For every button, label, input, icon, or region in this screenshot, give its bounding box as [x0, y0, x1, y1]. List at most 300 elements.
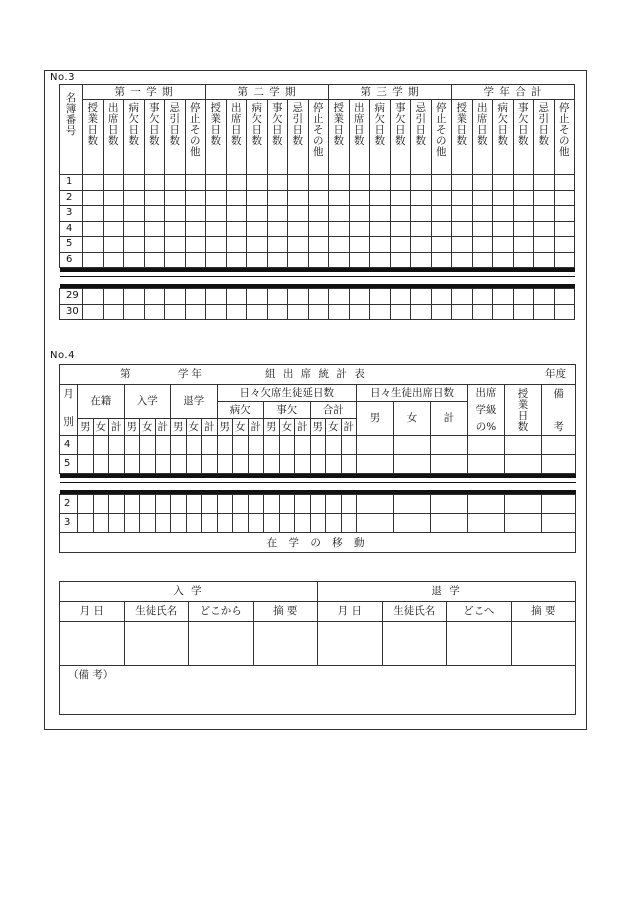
data-cell[interactable] [468, 495, 505, 514]
data-cell[interactable] [493, 289, 514, 305]
data-cell[interactable] [534, 237, 555, 253]
data-cell[interactable] [452, 252, 473, 268]
data-cell[interactable] [217, 495, 233, 514]
data-cell[interactable] [349, 252, 370, 268]
data-cell[interactable] [468, 436, 505, 455]
data-cell[interactable] [341, 514, 357, 533]
data-cell[interactable] [370, 304, 391, 320]
data-cell[interactable] [452, 175, 473, 191]
data-cell[interactable] [394, 514, 431, 533]
data-cell[interactable] [505, 436, 542, 455]
data-cell[interactable] [267, 237, 288, 253]
data-cell[interactable] [431, 206, 452, 222]
data-cell[interactable] [554, 289, 575, 305]
data-cell[interactable] [248, 514, 264, 533]
data-cell[interactable] [493, 304, 514, 320]
data-cell[interactable] [308, 221, 329, 237]
data-cell[interactable] [124, 455, 140, 474]
data-cell[interactable] [144, 221, 165, 237]
data-cell[interactable] [165, 175, 186, 191]
data-cell[interactable] [431, 221, 452, 237]
data-cell[interactable] [124, 495, 140, 514]
data-cell[interactable] [431, 175, 452, 191]
data-cell[interactable] [247, 289, 268, 305]
data-cell[interactable] [83, 237, 104, 253]
data-cell[interactable] [233, 455, 249, 474]
data-cell[interactable] [267, 206, 288, 222]
data-cell[interactable] [468, 455, 505, 474]
data-cell[interactable] [226, 252, 247, 268]
data-cell[interactable] [534, 252, 555, 268]
data-cell[interactable] [310, 514, 326, 533]
data-cell[interactable] [288, 175, 309, 191]
data-cell[interactable] [390, 206, 411, 222]
data-cell[interactable] [103, 252, 124, 268]
data-cell[interactable] [554, 252, 575, 268]
data-cell[interactable] [103, 221, 124, 237]
data-cell[interactable] [206, 175, 227, 191]
data-cell[interactable] [329, 221, 350, 237]
data-cell[interactable] [206, 289, 227, 305]
data-cell[interactable] [83, 304, 104, 320]
data-cell[interactable] [349, 289, 370, 305]
data-cell[interactable] [206, 221, 227, 237]
remarks-box[interactable] [60, 666, 576, 715]
data-cell[interactable] [109, 495, 125, 514]
subcol-header [288, 100, 309, 175]
data-cell[interactable] [370, 206, 391, 222]
data-cell[interactable] [308, 237, 329, 253]
data-cell[interactable] [295, 514, 311, 533]
data-cell[interactable] [103, 289, 124, 305]
data-cell[interactable] [226, 206, 247, 222]
data-cell[interactable] [431, 514, 468, 533]
data-cell[interactable] [144, 304, 165, 320]
data-cell[interactable] [124, 289, 145, 305]
data-cell[interactable] [357, 436, 394, 455]
data-cell[interactable] [534, 221, 555, 237]
data-cell[interactable] [542, 436, 576, 455]
data-cell[interactable] [513, 175, 534, 191]
data-cell[interactable] [411, 252, 432, 268]
data-cell[interactable] [554, 221, 575, 237]
data-cell[interactable] [83, 190, 104, 206]
data-cell[interactable] [390, 221, 411, 237]
data-cell[interactable] [288, 237, 309, 253]
data-cell[interactable] [390, 304, 411, 320]
data-cell[interactable] [308, 190, 329, 206]
data-cell[interactable] [431, 190, 452, 206]
data-cell[interactable] [308, 175, 329, 191]
data-cell[interactable] [513, 289, 534, 305]
data-cell[interactable] [534, 175, 555, 191]
data-cell[interactable] [267, 175, 288, 191]
data-cell[interactable] [247, 175, 268, 191]
data-cell[interactable] [431, 304, 452, 320]
data-cell[interactable] [534, 289, 555, 305]
data-cell[interactable] [247, 221, 268, 237]
data-cell[interactable] [329, 206, 350, 222]
data-cell[interactable] [226, 221, 247, 237]
data-cell[interactable] [202, 436, 218, 455]
data-cell[interactable] [103, 190, 124, 206]
data-cell[interactable] [513, 304, 534, 320]
data-cell[interactable] [329, 304, 350, 320]
data-cell[interactable] [78, 514, 94, 533]
data-cell[interactable] [140, 455, 156, 474]
data-cell[interactable] [248, 455, 264, 474]
data-cell[interactable] [155, 455, 171, 474]
data-cell[interactable] [233, 495, 249, 514]
data-cell[interactable] [247, 206, 268, 222]
move-cell[interactable] [511, 622, 576, 666]
data-cell[interactable] [288, 252, 309, 268]
data-cell[interactable] [468, 514, 505, 533]
data-cell[interactable] [308, 289, 329, 305]
data-cell[interactable] [144, 252, 165, 268]
data-cell[interactable] [279, 495, 295, 514]
data-cell[interactable] [513, 221, 534, 237]
data-cell[interactable] [394, 436, 431, 455]
data-cell[interactable] [288, 289, 309, 305]
data-cell[interactable] [390, 190, 411, 206]
data-cell[interactable] [431, 495, 468, 514]
data-cell[interactable] [248, 495, 264, 514]
data-cell[interactable] [124, 221, 145, 237]
move-cell[interactable] [253, 622, 318, 666]
data-cell[interactable] [185, 175, 206, 191]
data-cell[interactable] [357, 455, 394, 474]
data-cell[interactable] [295, 495, 311, 514]
data-cell[interactable] [103, 206, 124, 222]
data-cell[interactable] [295, 455, 311, 474]
data-cell[interactable] [308, 206, 329, 222]
data-cell[interactable] [124, 252, 145, 268]
data-cell[interactable] [411, 237, 432, 253]
data-cell[interactable] [83, 252, 104, 268]
data-cell[interactable] [452, 237, 473, 253]
data-cell[interactable] [288, 221, 309, 237]
data-cell[interactable] [472, 252, 493, 268]
data-cell[interactable] [431, 436, 468, 455]
data-cell[interactable] [431, 455, 468, 474]
data-cell[interactable] [144, 289, 165, 305]
data-cell[interactable] [472, 304, 493, 320]
data-cell[interactable] [370, 237, 391, 253]
data-cell[interactable] [554, 175, 575, 191]
data-cell[interactable] [165, 237, 186, 253]
data-cell[interactable] [144, 237, 165, 253]
data-cell[interactable] [513, 190, 534, 206]
data-cell[interactable] [247, 190, 268, 206]
data-cell[interactable] [78, 455, 94, 474]
data-cell[interactable] [103, 175, 124, 191]
data-cell[interactable] [226, 190, 247, 206]
data-cell[interactable] [165, 289, 186, 305]
data-cell[interactable] [349, 190, 370, 206]
data-cell[interactable] [452, 304, 473, 320]
data-cell[interactable] [472, 237, 493, 253]
data-cell[interactable] [165, 304, 186, 320]
data-cell[interactable] [390, 175, 411, 191]
data-cell[interactable] [288, 304, 309, 320]
data-cell[interactable] [124, 514, 140, 533]
data-cell[interactable] [505, 455, 542, 474]
data-cell[interactable] [329, 252, 350, 268]
data-cell[interactable] [554, 237, 575, 253]
data-cell[interactable] [431, 237, 452, 253]
data-cell[interactable] [226, 237, 247, 253]
data-cell[interactable] [186, 436, 202, 455]
data-cell[interactable] [493, 252, 514, 268]
data-cell[interactable] [103, 237, 124, 253]
data-cell[interactable] [140, 514, 156, 533]
data-cell[interactable] [288, 190, 309, 206]
data-cell[interactable] [341, 495, 357, 514]
move-cell[interactable] [60, 622, 125, 666]
data-cell[interactable] [329, 175, 350, 191]
data-cell[interactable] [493, 206, 514, 222]
data-cell[interactable] [326, 436, 342, 455]
data-cell[interactable] [513, 252, 534, 268]
data-cell[interactable] [493, 190, 514, 206]
data-cell[interactable] [329, 190, 350, 206]
data-cell[interactable] [93, 436, 109, 455]
data-cell[interactable] [217, 455, 233, 474]
data-cell[interactable] [267, 221, 288, 237]
gokei-header: 合計 [310, 402, 357, 419]
data-cell[interactable] [493, 175, 514, 191]
data-cell[interactable] [329, 289, 350, 305]
data-cell[interactable] [349, 221, 370, 237]
data-cell[interactable] [83, 221, 104, 237]
data-cell[interactable] [140, 495, 156, 514]
data-cell[interactable] [394, 455, 431, 474]
data-cell[interactable] [124, 175, 145, 191]
data-cell[interactable] [452, 206, 473, 222]
data-cell[interactable] [310, 495, 326, 514]
data-cell[interactable] [109, 455, 125, 474]
data-cell[interactable] [206, 237, 227, 253]
data-cell[interactable] [155, 495, 171, 514]
data-cell[interactable] [411, 221, 432, 237]
data-cell[interactable] [411, 190, 432, 206]
data-cell[interactable] [329, 237, 350, 253]
data-cell[interactable] [472, 206, 493, 222]
data-cell[interactable] [390, 289, 411, 305]
data-cell[interactable] [206, 206, 227, 222]
data-cell[interactable] [264, 514, 280, 533]
data-cell[interactable] [186, 455, 202, 474]
data-cell[interactable] [226, 289, 247, 305]
data-cell[interactable] [513, 206, 534, 222]
data-cell[interactable] [185, 304, 206, 320]
data-cell[interactable] [83, 206, 104, 222]
data-cell[interactable] [171, 436, 187, 455]
data-cell[interactable] [165, 206, 186, 222]
data-cell[interactable] [472, 175, 493, 191]
data-cell[interactable] [144, 190, 165, 206]
data-cell[interactable] [248, 436, 264, 455]
data-cell[interactable] [493, 237, 514, 253]
data-cell[interactable] [411, 206, 432, 222]
data-cell[interactable] [171, 455, 187, 474]
data-cell[interactable] [534, 304, 555, 320]
data-cell[interactable] [349, 237, 370, 253]
data-cell[interactable] [370, 190, 391, 206]
data-cell[interactable] [394, 495, 431, 514]
data-cell[interactable] [370, 252, 391, 268]
data-cell[interactable] [144, 175, 165, 191]
data-cell[interactable] [124, 237, 145, 253]
data-cell[interactable] [83, 175, 104, 191]
data-cell[interactable] [186, 514, 202, 533]
data-cell[interactable] [109, 436, 125, 455]
data-cell[interactable] [206, 190, 227, 206]
data-cell[interactable] [452, 221, 473, 237]
data-cell[interactable] [155, 436, 171, 455]
data-cell[interactable] [390, 252, 411, 268]
data-cell[interactable] [264, 436, 280, 455]
data-cell[interactable] [308, 252, 329, 268]
data-cell[interactable] [452, 289, 473, 305]
data-cell[interactable] [171, 495, 187, 514]
data-cell[interactable] [505, 495, 542, 514]
data-cell[interactable] [78, 436, 94, 455]
data-cell[interactable] [267, 252, 288, 268]
data-cell[interactable] [267, 304, 288, 320]
data-cell[interactable] [542, 514, 576, 533]
data-cell[interactable] [279, 455, 295, 474]
data-cell[interactable] [140, 436, 156, 455]
data-cell[interactable] [326, 455, 342, 474]
data-cell[interactable] [431, 252, 452, 268]
data-cell[interactable] [341, 455, 357, 474]
data-cell[interactable] [349, 206, 370, 222]
data-cell[interactable] [472, 221, 493, 237]
data-cell[interactable] [226, 304, 247, 320]
data-cell[interactable] [264, 455, 280, 474]
data-cell[interactable] [165, 252, 186, 268]
data-cell[interactable] [206, 252, 227, 268]
data-cell[interactable] [341, 436, 357, 455]
data-cell[interactable] [124, 206, 145, 222]
data-cell[interactable] [554, 304, 575, 320]
data-cell[interactable] [326, 514, 342, 533]
data-cell[interactable] [357, 514, 394, 533]
data-cell[interactable] [171, 514, 187, 533]
data-cell[interactable] [165, 221, 186, 237]
data-cell[interactable] [411, 289, 432, 305]
move-cell[interactable] [318, 622, 383, 666]
data-cell[interactable] [431, 289, 452, 305]
data-cell[interactable] [310, 455, 326, 474]
data-cell[interactable] [267, 289, 288, 305]
data-cell[interactable] [226, 175, 247, 191]
data-cell[interactable] [370, 175, 391, 191]
data-cell[interactable] [202, 455, 218, 474]
data-cell[interactable] [124, 436, 140, 455]
data-cell[interactable] [505, 514, 542, 533]
data-cell[interactable] [542, 455, 576, 474]
data-cell[interactable] [310, 436, 326, 455]
data-cell[interactable] [217, 514, 233, 533]
data-cell[interactable] [554, 206, 575, 222]
data-cell[interactable] [93, 495, 109, 514]
data-cell[interactable] [247, 252, 268, 268]
data-cell[interactable] [349, 304, 370, 320]
data-cell[interactable] [202, 495, 218, 514]
data-cell[interactable] [185, 252, 206, 268]
data-cell[interactable] [109, 514, 125, 533]
data-cell[interactable] [542, 495, 576, 514]
data-cell[interactable] [370, 289, 391, 305]
data-cell[interactable] [513, 237, 534, 253]
data-cell[interactable] [326, 495, 342, 514]
data-cell[interactable] [185, 206, 206, 222]
data-cell[interactable] [370, 221, 391, 237]
data-cell[interactable] [390, 237, 411, 253]
data-cell[interactable] [185, 190, 206, 206]
data-cell[interactable] [554, 190, 575, 206]
data-cell[interactable] [186, 495, 202, 514]
data-cell[interactable] [534, 206, 555, 222]
data-cell[interactable] [93, 514, 109, 533]
data-cell[interactable] [349, 175, 370, 191]
data-cell[interactable] [264, 495, 280, 514]
data-cell[interactable] [279, 436, 295, 455]
data-cell[interactable] [247, 304, 268, 320]
data-cell[interactable] [411, 175, 432, 191]
data-cell[interactable] [288, 206, 309, 222]
data-cell[interactable] [411, 304, 432, 320]
data-cell[interactable] [233, 514, 249, 533]
data-cell[interactable] [217, 436, 233, 455]
data-cell[interactable] [206, 304, 227, 320]
data-cell[interactable] [124, 190, 145, 206]
data-cell[interactable] [185, 289, 206, 305]
data-cell[interactable] [93, 455, 109, 474]
move-cell[interactable] [124, 622, 189, 666]
data-cell[interactable] [103, 304, 124, 320]
data-cell[interactable] [247, 237, 268, 253]
data-cell[interactable] [472, 190, 493, 206]
data-cell[interactable] [83, 289, 104, 305]
data-cell[interactable] [185, 221, 206, 237]
data-cell[interactable] [452, 190, 473, 206]
present-female-header: 女 [394, 402, 431, 436]
data-cell[interactable] [233, 436, 249, 455]
data-cell[interactable] [124, 304, 145, 320]
data-cell[interactable] [279, 514, 295, 533]
data-cell[interactable] [78, 495, 94, 514]
data-cell[interactable] [308, 304, 329, 320]
data-cell[interactable] [357, 495, 394, 514]
data-cell[interactable] [155, 514, 171, 533]
move-cell[interactable] [447, 622, 512, 666]
data-cell[interactable] [185, 237, 206, 253]
data-cell[interactable] [472, 289, 493, 305]
data-cell[interactable] [202, 514, 218, 533]
data-cell[interactable] [267, 190, 288, 206]
data-cell[interactable] [144, 206, 165, 222]
data-cell[interactable] [493, 221, 514, 237]
move-cell[interactable] [382, 622, 447, 666]
data-cell[interactable] [534, 190, 555, 206]
data-cell[interactable] [165, 190, 186, 206]
data-cell[interactable] [295, 436, 311, 455]
move-cell[interactable] [189, 622, 254, 666]
